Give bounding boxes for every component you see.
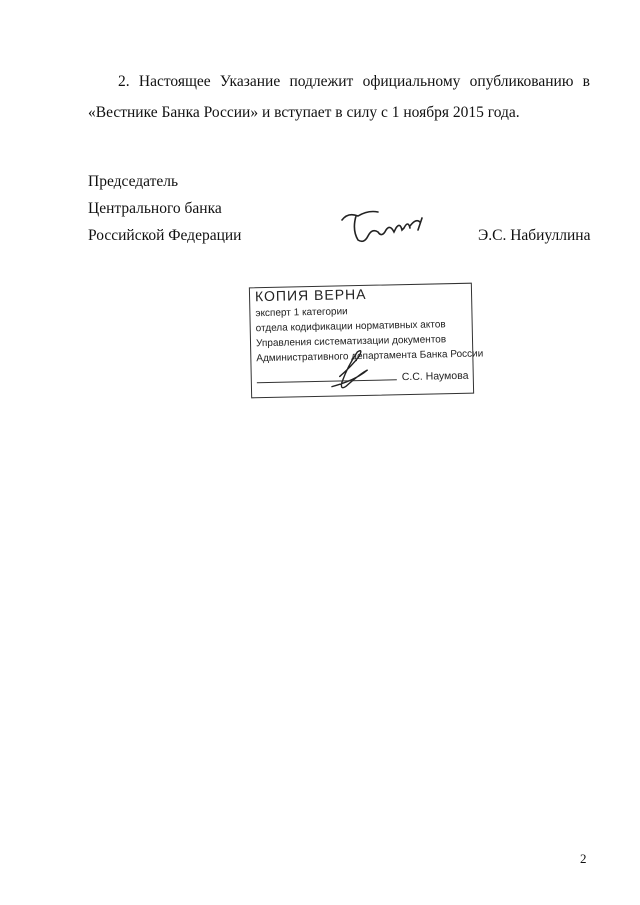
- stamp-line-1: эксперт 1 категории: [255, 306, 348, 320]
- stamp-title: КОПИЯ ВЕРНА: [254, 285, 367, 305]
- page-number: 2: [580, 851, 587, 866]
- signer-title-line-2: Центрального банка: [88, 200, 222, 217]
- stamp-line-4: Административного департамента Банка России: [256, 348, 484, 365]
- certified-copy-stamp: [249, 283, 484, 399]
- signer-name: Э.С. Набиуллина: [478, 227, 591, 244]
- signer-title-line-1: Председатель: [88, 173, 179, 190]
- stamp-line-3: Управления систематизации документов: [255, 334, 447, 350]
- stamp-signature: [311, 335, 402, 397]
- signer-title-line-3: Российской Федерации: [88, 227, 242, 244]
- stamp-initials: С.С. Наумова: [401, 369, 469, 384]
- handwritten-signature: [338, 200, 438, 250]
- stamp-line-2: отдела кодификации нормативных актов: [255, 319, 446, 335]
- body-paragraph: 2. Настоящее Указание подлежит официальному опубликованию в «Вестнике Банка России» и вступает в силу с 1 ноября 2015 года.: [88, 73, 590, 121]
